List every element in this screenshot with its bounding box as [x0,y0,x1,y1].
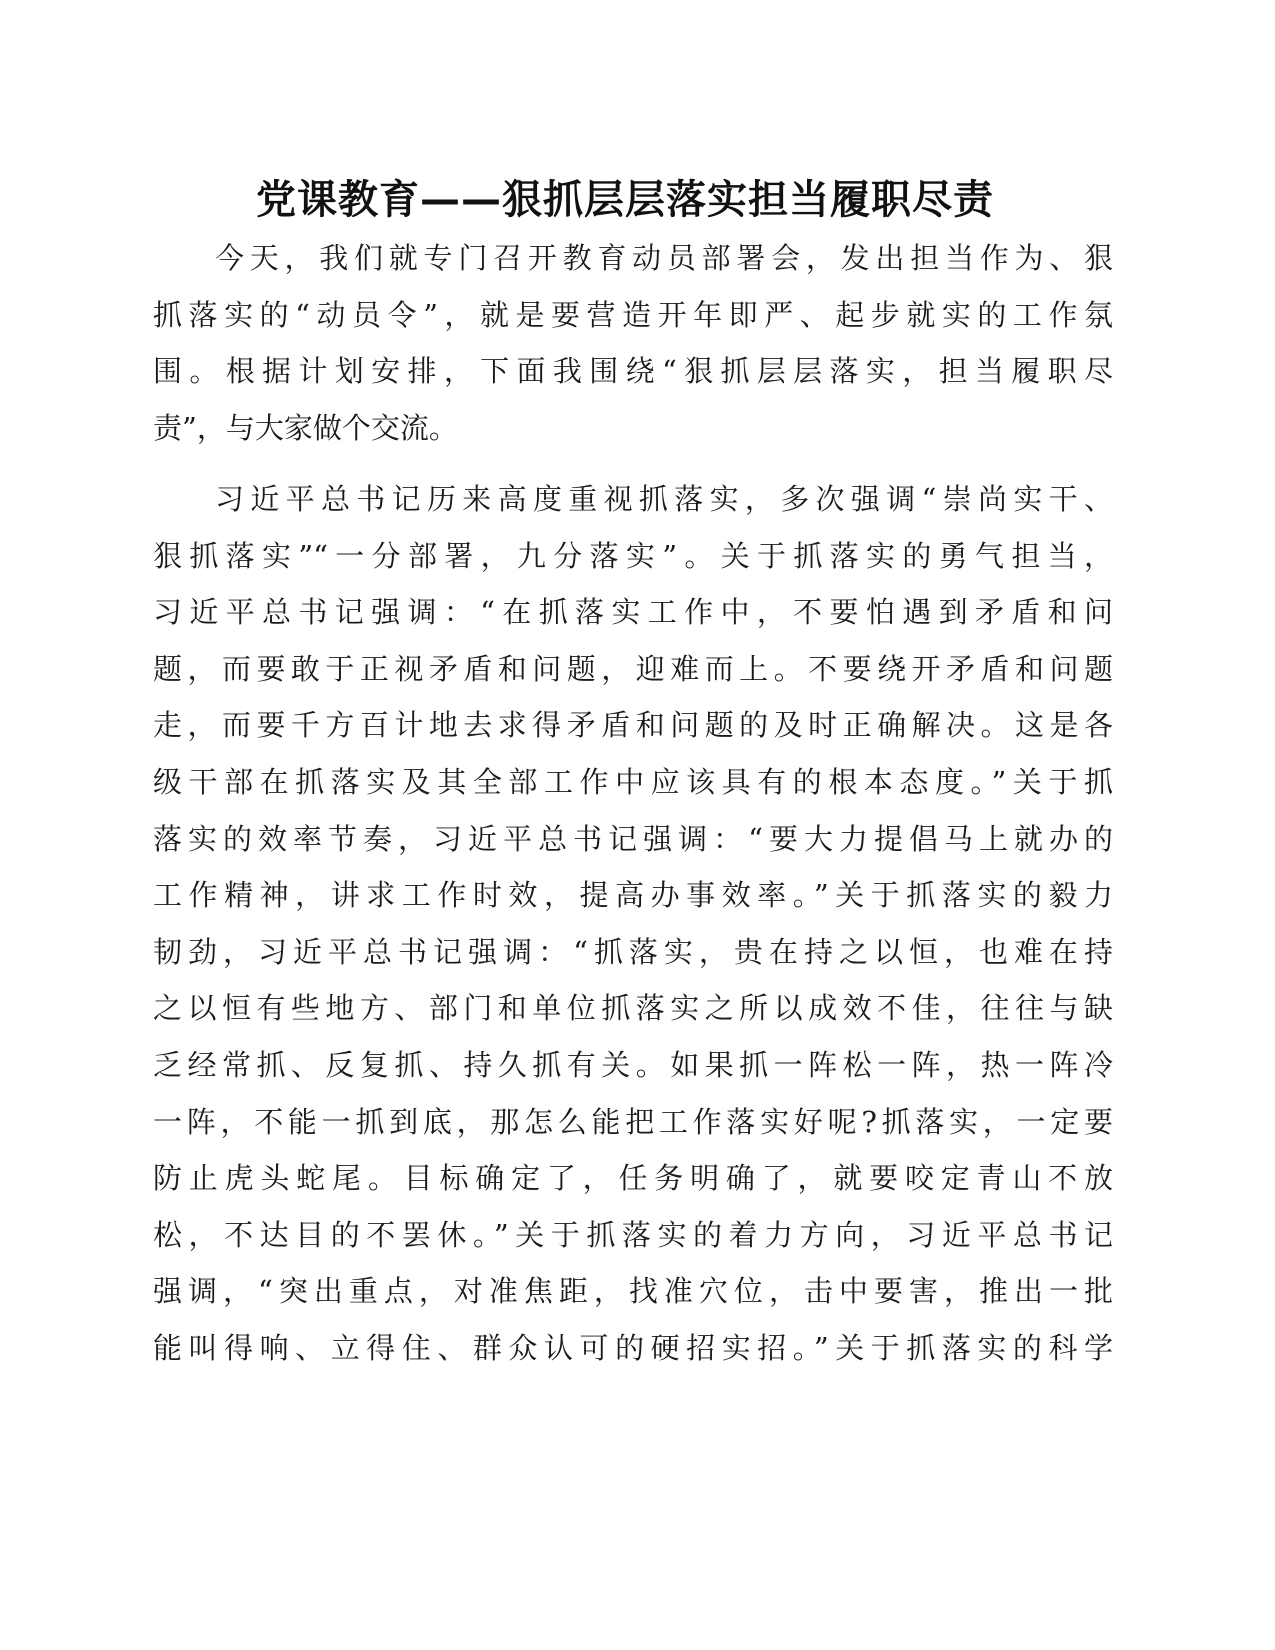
paragraph-line: 工作精神，讲求工作时效，提高办事效率。”关于抓落实的毅力 [153,878,1113,913]
paragraph-line: 狠抓落实”“一分部署，九分落实”。关于抓落实的勇气担当， [153,538,1113,573]
paragraph-1 [153,230,1113,456]
paragraph-line: 习近平总书记强调：“在抓落实工作中，不要怕遇到矛盾和问 [153,595,1113,630]
paragraph-line: 乏经常抓、反复抓、持久抓有关。如果抓一阵松一阵，热一阵冷 [153,1047,1113,1082]
paragraph-line: 强调，“突出重点，对准焦距，找准穴位，击中要害，推出一批 [153,1274,1113,1309]
paragraph-line: 围。根据计划安排，下面我围绕“狠抓层层落实，担当履职尽 [153,354,1113,389]
paragraph-line: 走，而要千方百计地去求得矛盾和问题的及时正确解决。这是各 [153,708,1113,743]
paragraph-line: 防止虎头蛇尾。目标确定了，任务明确了，就要咬定青山不放 [153,1161,1113,1196]
paragraph-line: 习近平总书记历来高度重视抓落实，多次强调“崇尚实干、 [215,482,1113,516]
paragraph-line: 一阵，不能一抓到底，那怎么能把工作落实好呢?抓落实，一定要 [153,1104,1113,1139]
document-title: 党课教育——狠抓层层落实担当履职尽责 [256,177,994,223]
paragraph-line: 抓落实的“动员令”，就是要营造开年即严、起步就实的工作氛 [153,297,1113,332]
paragraph-line: 韧劲，习近平总书记强调：“抓落实，贵在持之以恒，也难在持 [153,934,1113,969]
paragraph-line: 之以恒有些地方、部门和单位抓落实之所以成效不佳，往往与缺 [153,991,1113,1026]
paragraph-line: 落实的效率节奏，习近平总书记强调：“要大力提倡马上就办的 [153,821,1113,856]
paragraph-line: 松，不达目的不罢休。”关于抓落实的着力方向，习近平总书记 [153,1217,1113,1252]
paragraph-2 [153,471,1113,1377]
paragraph-line: 级干部在抓落实及其全部工作中应该具有的根本态度。”关于抓 [153,764,1113,799]
paragraph-line: 题，而要敢于正视矛盾和问题，迎难而上。不要绕开矛盾和问题 [153,651,1113,686]
paragraph-line: 能叫得响、立得住、群众认可的硬招实招。”关于抓落实的科学 [153,1330,1113,1365]
paragraph-line: 责”，与大家做个交流。 [153,410,458,445]
paragraph-line: 今天，我们就专门召开教育动员部署会，发出担当作为、狠 [215,241,1113,275]
